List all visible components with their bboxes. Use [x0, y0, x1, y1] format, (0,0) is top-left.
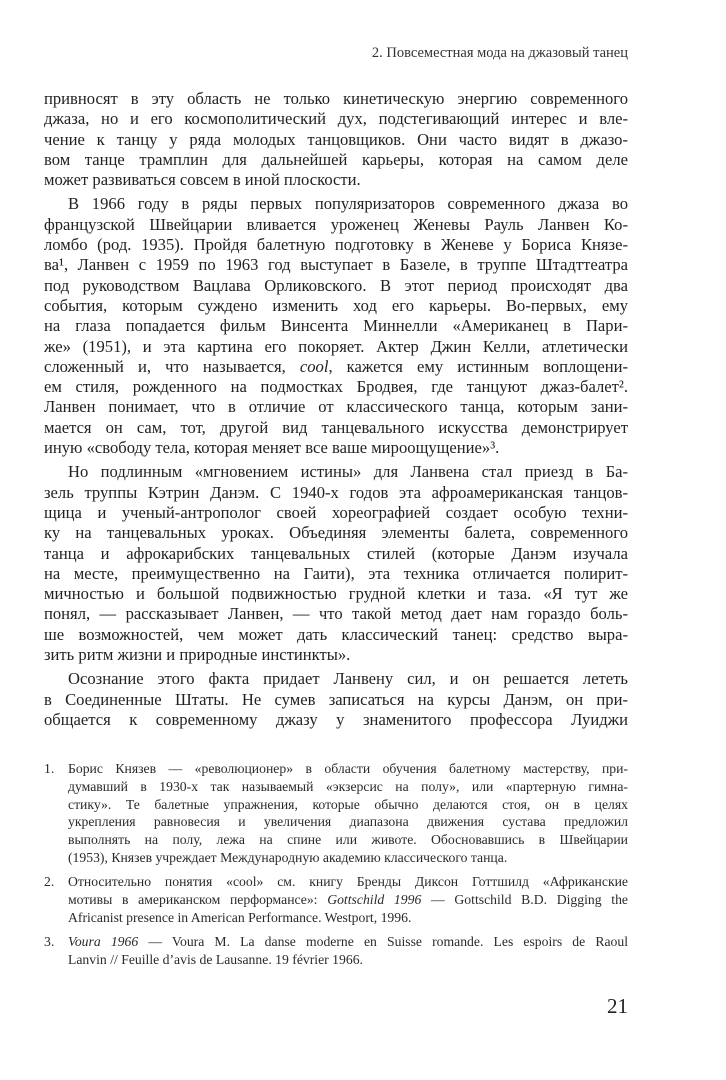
text-line: щица и ученый-антрополог своей хореографией создает особую техни- — [44, 502, 628, 522]
text-line: иную «свободу тела, которая меняет все ваше мироощущение»³. — [44, 438, 500, 458]
text-line: Africanist presence in American Performance. Westport, 1996. — [68, 909, 412, 925]
text-line: зель труппы Кэтрин Данэм. С 1940-х годов эта афроамериканская танцов- — [44, 482, 628, 502]
text-line: Борис Князев — «революционер» в области обучения балетному мастерству, при- — [68, 761, 628, 776]
text-line: выполнять на полу, лежа на спине или животе. Обосновавшись в Швейцарии — [68, 832, 628, 848]
text-segment: мотивы в американском перформансе»: — [68, 892, 328, 908]
text-line: привносят в эту область не только кинетическую энергию современного — [44, 89, 628, 108]
footnotes — [44, 760, 628, 975]
text-line: может развиваться совсем в иной плоскости. — [44, 170, 361, 190]
text-line: В 1966 году в ряды первых популяризаторов современного джаза во — [68, 194, 628, 214]
text-line: в Соединенные Штаты. Не сумев записаться на курсы Данэм, он при- — [44, 689, 628, 709]
body-text — [44, 89, 628, 734]
footnote — [44, 933, 628, 969]
text-line: Осознание этого факта придает Ланвену сил, и он решается лететь — [68, 669, 628, 689]
text-line: французской Швейцарии вливается уроженец Женевы Рауль Ланвен Ко- — [44, 214, 628, 234]
text-segment: — Voura M. La danse moderne en Suisse romande. Les espoirs de Raoul — [138, 934, 628, 950]
text-line: (1953), Князев учреждает Международную академию классического танца. — [68, 849, 508, 865]
text-segment: сложенный и, что называется, — [44, 356, 300, 376]
text-line — [68, 933, 628, 951]
text-segment: , кажется ему истинным воплощени- — [328, 356, 628, 376]
italic-text: cool — [299, 356, 329, 376]
paragraph — [44, 89, 628, 190]
text-line: думавший в 1930-х так называемый «экзерсис на полу», или «партерную гимна- — [68, 778, 628, 794]
text-line: укрепления равновесия и увеличения диапазона движения сустава предложил — [68, 814, 628, 830]
text-line: ем стиля, рожденного на подмостках Бродвея, где танцуют джаз-балет². — [44, 377, 628, 397]
text-line: на месте, преимущественно на Гаити), эта техника отличается полирит- — [44, 563, 628, 583]
text-line: Lanvin // Feuille d’avis de Lausanne. 19 février 1966. — [68, 951, 363, 967]
text-line: зить ритм жизни и природные инстинкты». — [44, 645, 351, 665]
text-line: под руководством Вацлава Орликовского. В этот период происходят два — [44, 275, 628, 295]
page-number: 21 — [607, 994, 628, 1018]
text-line: ку на танцевальных уроках. Объединяя элементы балета, современного — [44, 523, 628, 543]
text-line: танца и афрокарибских танцевальных стилей (которые Данэм изучала — [44, 543, 628, 563]
text-line: на глаза попадается фильм Винсента Миннелли «Американец в Пари- — [44, 316, 628, 336]
text-line — [44, 357, 628, 377]
footnote — [44, 760, 628, 867]
paragraph — [44, 194, 628, 458]
text-line: общается к современному джазу у знаменитого профессора Луиджи — [44, 709, 628, 729]
text-line: события, которым суждено изменить ход его карьеры. Во-первых, ему — [44, 295, 628, 315]
text-line: мичностью и большой подвижностью грудной клетки и таза. «Я тут же — [44, 584, 628, 604]
text-line: чение к танцу у ряда молодых танцовщиков. Они часто видят в джазо- — [44, 129, 628, 149]
text-line: стику». Те балетные упражнения, которые обычно делаются стоя, он в целях — [68, 796, 628, 812]
text-line: Ланвен понимает, что в отличие от классического танца, которым зани- — [44, 397, 628, 417]
text-line: ше возможностей, чем может дать классический танец: средство выра- — [44, 624, 628, 644]
footnote-number: 3. — [44, 934, 55, 950]
italic-text: Gottschild 1996 — [327, 892, 422, 908]
text-line: понял, — рассказывает Ланвен, — что такой метод дает нам гораздо боль- — [44, 604, 628, 624]
text-line: мается он сам, тот, другой вид танцевального искусства демонстрирует — [44, 417, 628, 437]
footnote — [44, 873, 628, 926]
paragraph — [44, 669, 628, 730]
text-line: вом танце трамплин для дальнейшей карьеры, которая на самом деле — [44, 149, 628, 169]
footnote-number: 2. — [44, 874, 55, 890]
text-line — [68, 891, 628, 909]
text-line: же» (1951), и эта картина его покоряет. Актер Джин Келли, атлетически — [44, 336, 628, 356]
italic-text: Voura 1966 — [68, 934, 139, 950]
text-line: Но подлинным «мгновением истины» для Ланвена стал приезд в Ба- — [68, 462, 628, 482]
text-segment: — Gottschild B.D. Digging the — [421, 892, 628, 908]
text-line: джаза, но и его космополитический дух, подстегивающий интерес и вле- — [44, 109, 628, 129]
text-line: ва¹, Ланвен с 1959 по 1963 год выступает в Базеле, в труппе Штадттеатра — [44, 255, 628, 275]
footnote-number: 1. — [44, 761, 55, 776]
text-line: ломбо (род. 1935). Пройдя балетную подготовку в Женеве у Бориса Князе- — [44, 235, 628, 255]
text-line: Относительно понятия «cool» см. книгу Бренды Диксон Готтшилд «Африканские — [68, 874, 628, 890]
running-head: 2. Повсеместная мода на джазовый танец — [371, 45, 628, 61]
paragraph — [44, 462, 628, 665]
